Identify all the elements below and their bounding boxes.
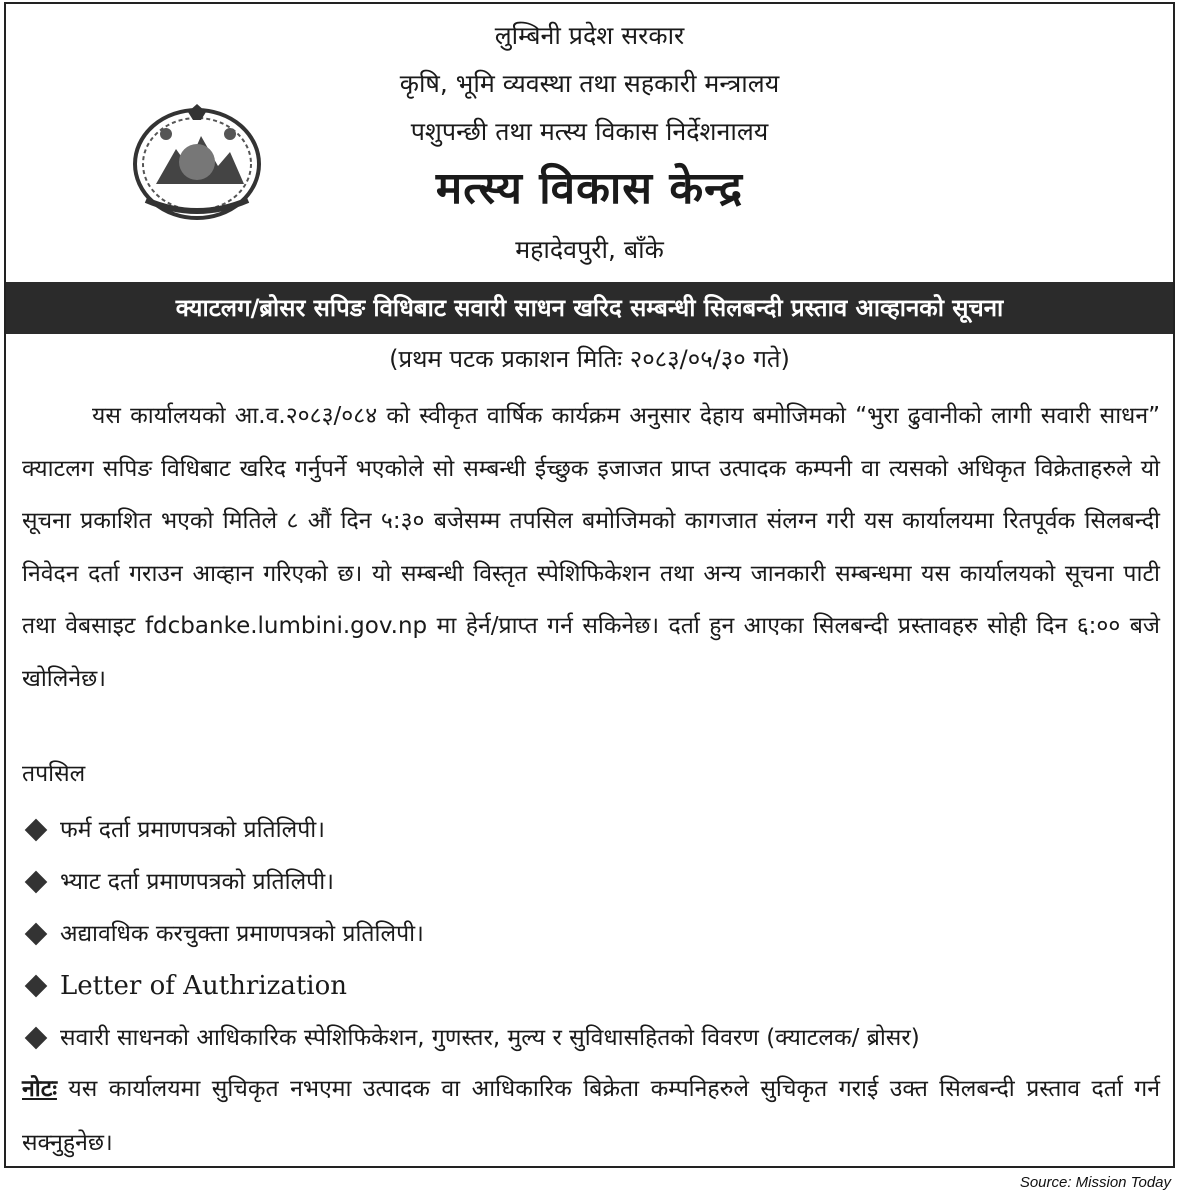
header-line-3: पशुपन्छी तथा मत्स्य विकास निर्देशनालय (410, 117, 769, 146)
list-item: भ्याट दर्ता प्रमाणपत्रको प्रतिलिपी। (22, 856, 1162, 908)
notice-title-bar: क्याटलग/ब्रोसर सपिङ विधिबाट सवारी साधन खरिद सम्बन्धी सिलबन्दी प्रस्ताव आव्हानको सूचना (6, 282, 1173, 334)
list-item: सवारी साधनको आधिकारिक स्पेशिफिकेशन, गुणस्तर, मुल्य र सुविधासहितको विवरण (क्याटलक/ ब्रोसर) (22, 1012, 1162, 1064)
header-line-1: लुम्बिनी प्रदेश सरकार (494, 21, 685, 50)
diamond-bullet-icon (25, 923, 48, 946)
notice-frame (4, 2, 1175, 1168)
diamond-bullet-icon (25, 975, 48, 998)
diamond-bullet-icon (25, 1027, 48, 1050)
list-title: तपसिल (22, 761, 86, 787)
note (22, 1062, 1160, 1170)
list-item: अद्यावधिक करचुक्ता प्रमाणपत्रको प्रतिलिपी। (22, 908, 1162, 960)
source-credit: Source: Mission Today (1019, 1174, 1171, 1191)
note-text: यस कार्यालयमा सुचिकृत नभएमा उत्पादक वा आधिकारिक बिक्रेता कम्पनिहरुले सुचिकृत गराई उक्त सिलबन्दी प्रस्ताव दर्ता गर्न सक्नुहुनेछ। (22, 1076, 1160, 1156)
diamond-bullet-icon (25, 819, 48, 842)
publication-date: (प्रथम पटक प्रकाशन मितिः २०८३/०५/३० गते) (389, 345, 790, 373)
note-label: नोटः (22, 1076, 57, 1102)
notice-body-paragraph: यस कार्यालयको आ.व.२०८३/०८४ को स्वीकृत वार्षिक कार्यक्रम अनुसार देहाय बमोजिमको “भुरा ढुवानीको लागी सवारी साधन” क्याटलग सपिङ विधिबाट खरिद गर्नुपर्ने भएकोले सो सम्बन्धी ईच्छुक इजाजत प्राप्त उत्पादक कम्पनी वा त्यसको अधिकृत विक्रेताहरुले यो सूचना प्रकाशित भएको मितिले ८ औं दिन ५:३० बजेसम्म तपसिल बमोजिमको कागजात संलग्न गरी यस कार्यालयमा रितपूर्वक सिलबन्दी निवेदन दर्ता गराउन आव्हान गरिएको छ। यो सम्बन्धी विस्तृत स्पेशिफिकेशन तथा अन्य जानकारी सम्बन्धमा यस कार्यालयको सूचना पाटी तथा वेबसाइट fdcbanke.lumbini.gov.np मा हेर्न/प्राप्त गर्न सकिनेछ। दर्ता हुन आएका सिलबन्दी प्रस्तावहरु सोही दिन ६:०० बजे खोलिनेछ। (22, 403, 1160, 692)
document-list (22, 804, 1162, 1064)
notice-body (22, 390, 1160, 705)
office-location: महादेवपुरी, बाँके (515, 235, 664, 264)
header-line-2: कृषि, भूमि व्यवस्था तथा सहकारी मन्त्रालय (399, 69, 780, 98)
office-name: मत्स्य विकास केन्द्र (435, 163, 744, 214)
diamond-bullet-icon (25, 871, 48, 894)
list-item: Letter of Authrization (22, 960, 1162, 1012)
list-item: फर्म दर्ता प्रमाणपत्रको प्रतिलिपी। (22, 804, 1162, 856)
